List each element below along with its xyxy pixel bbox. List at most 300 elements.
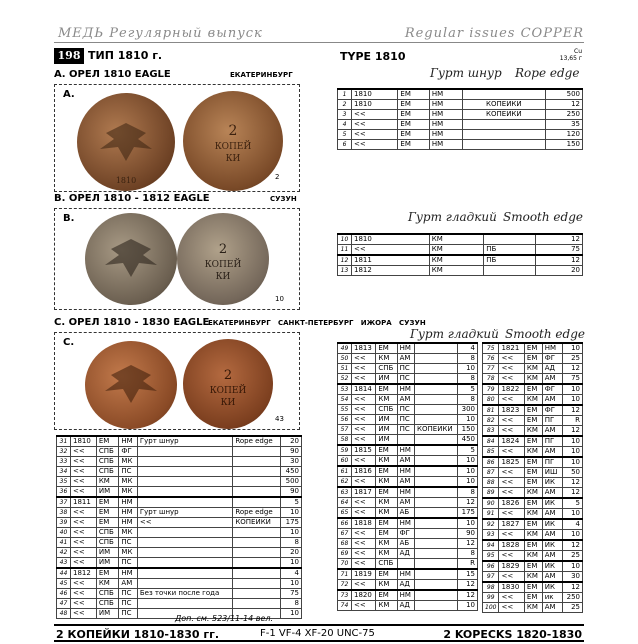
table-row <box>57 487 302 498</box>
table-cell: 50 <box>562 468 583 478</box>
table-row <box>57 477 302 487</box>
table-cell: ЕМ <box>398 120 429 130</box>
table-cell: 97 <box>483 572 499 583</box>
table-cell: 12 <box>458 590 478 601</box>
table-cell: 32 <box>57 447 71 457</box>
table-row <box>338 140 583 150</box>
table-cell: 10 <box>458 518 478 529</box>
table-cell: 79 <box>483 384 499 395</box>
table-cell: << <box>352 456 376 467</box>
table-cell: ПС <box>397 425 414 435</box>
table-cell: 450 <box>458 435 478 446</box>
table-row <box>338 539 478 549</box>
table-cell: 91 <box>483 509 499 520</box>
table-cell: 77 <box>483 364 499 374</box>
table-cell: 83 <box>483 426 499 437</box>
table-cell: 10 <box>562 457 583 468</box>
table-row <box>338 425 478 435</box>
table-cell: 48 <box>57 609 71 619</box>
table-row <box>338 130 583 140</box>
footer-grades: F-1 VF-4 XF-20 UNC-75 <box>260 628 375 639</box>
table-cell: 59 <box>338 445 352 456</box>
plate-b-label: B. <box>63 213 75 224</box>
table-cell: КМ <box>429 234 484 245</box>
table-cell: КМ <box>524 603 542 613</box>
table-cell: 25 <box>562 603 583 613</box>
table-row <box>483 572 583 583</box>
table-cell: 51 <box>338 364 352 374</box>
table-cell: 37 <box>57 497 71 508</box>
table-cell: ПС <box>119 599 137 609</box>
table-cell <box>137 467 232 477</box>
table-cell: 175 <box>281 518 302 528</box>
table-cell: << <box>71 609 97 619</box>
table-cell: 35 <box>57 477 71 487</box>
section-c-mints: ЕКАТЕРИНБУРГ САНКТ-ПЕТЕРБУРГ ИЖОРА СУЗУН <box>208 319 426 327</box>
table-cell: АМ <box>542 509 562 520</box>
table-cell: 90 <box>281 447 302 457</box>
table-cell: 1827 <box>499 519 524 530</box>
table-cell: 1830 <box>499 582 524 593</box>
table-cell: СПБ <box>96 538 119 548</box>
table-cell: 10 <box>338 234 352 245</box>
table-row <box>483 457 583 468</box>
table-cell: 96 <box>483 561 499 572</box>
table-row <box>483 498 583 509</box>
table-cell: ЕМ <box>524 519 542 530</box>
table-cell: 1810 <box>352 100 398 110</box>
table-cell: 11 <box>338 245 352 256</box>
table-cell: КМ <box>429 255 484 266</box>
table-cell: 20 <box>535 266 582 276</box>
plate-b-number: 10 <box>275 295 284 303</box>
table-cell: << <box>352 435 376 446</box>
table-cell: 10 <box>562 395 583 406</box>
table-cell: 1828 <box>499 540 524 551</box>
table-cell: 5 <box>458 384 478 395</box>
table-row <box>483 416 583 426</box>
table-cell: 1825 <box>499 457 524 468</box>
note: Доп. см. 523/11-14 вел. <box>175 614 274 623</box>
table-cell: 1826 <box>499 498 524 509</box>
table-row <box>338 405 478 415</box>
table-cell: << <box>352 140 398 150</box>
table-cell: НМ <box>429 89 462 100</box>
table-cell: ЕМ <box>376 343 397 354</box>
table-cell: 5 <box>458 445 478 456</box>
table-cell: 250 <box>562 593 583 603</box>
table-cell: КМ <box>524 509 542 520</box>
table-cell: ФГ <box>119 447 137 457</box>
table-cell: Rope edge <box>233 508 281 518</box>
table-cell: КОПЕИКИ <box>463 110 546 120</box>
table-cell: КМ <box>524 395 542 406</box>
svg-text:КОПЕЙ: КОПЕЙ <box>214 142 252 152</box>
table-cell: 1813 <box>352 343 376 354</box>
table-cell: << <box>499 395 524 406</box>
table-cell: ИМ <box>376 425 397 435</box>
section-a-mint: ЕКАТЕРИНБУРГ <box>230 71 293 79</box>
table-cell: << <box>499 364 524 374</box>
table-row <box>338 508 478 519</box>
svg-text:КОПЕЙ: КОПЕЙ <box>204 260 242 270</box>
table-cell: КОПЕИКИ <box>233 518 281 528</box>
table-cell: АМ <box>542 395 562 406</box>
table-cell <box>137 447 232 457</box>
table-cell: 1823 <box>499 405 524 416</box>
table-row <box>338 590 478 601</box>
table-cell <box>415 384 458 395</box>
table-row <box>338 518 478 529</box>
table-cell: ЕМ <box>398 130 429 140</box>
table-cell: СПБ <box>96 467 119 477</box>
table-cell: КМ <box>376 477 397 488</box>
section-c-plate <box>54 332 300 430</box>
table-cell: 99 <box>483 593 499 603</box>
table-cell: 10 <box>281 528 302 538</box>
table-cell: << <box>352 601 376 611</box>
table-cell: << <box>499 603 524 613</box>
table-row <box>483 436 583 447</box>
plate-a-number: 2 <box>275 173 280 181</box>
table-row <box>57 558 302 569</box>
table-cell: 90 <box>281 487 302 498</box>
table-cell: 52 <box>338 374 352 385</box>
table-cell: АМ <box>397 477 414 488</box>
table-row <box>57 538 302 548</box>
table-cell: КМ <box>96 579 119 589</box>
section-b-plate <box>54 208 300 310</box>
table-cell: 10 <box>562 530 583 541</box>
table-row <box>483 447 583 458</box>
table-cell <box>233 528 281 538</box>
table-cell: КМ <box>524 530 542 541</box>
table-cell: << <box>352 425 376 435</box>
table-cell: 75 <box>562 374 583 385</box>
table-cell: ЕМ <box>398 110 429 120</box>
table-row <box>338 364 478 374</box>
table-cell <box>463 120 546 130</box>
table-cell: 80 <box>483 395 499 406</box>
table-row <box>338 456 478 467</box>
table-cell: КМ <box>429 266 484 276</box>
table-cell: << <box>352 395 376 405</box>
table-cell: НМ <box>397 384 414 395</box>
table-cell: 75 <box>281 589 302 599</box>
table-row <box>483 354 583 364</box>
table-cell: 88 <box>483 478 499 488</box>
table-cell: АМ <box>542 603 562 613</box>
table-cell: АД <box>397 580 414 591</box>
table-cell: 1810 <box>352 89 398 100</box>
table-cell: 1816 <box>352 466 376 477</box>
table-cell: 93 <box>483 530 499 541</box>
table-cell: ИМ <box>96 487 119 498</box>
table-row <box>57 528 302 538</box>
table-cell <box>233 589 281 599</box>
table-cell: КМ <box>376 395 397 405</box>
table-cell: << <box>352 374 376 385</box>
table-cell: ИК <box>542 519 562 530</box>
table-row <box>57 589 302 599</box>
table-cell: СПБ <box>376 559 397 570</box>
table-cell: << <box>499 447 524 458</box>
table-row <box>57 518 302 528</box>
table-cell: ИМ <box>96 558 119 569</box>
table-row <box>338 395 478 405</box>
table-cell: 10 <box>281 579 302 589</box>
table-cell: 12 <box>458 580 478 591</box>
table-cell: 1821 <box>499 343 524 354</box>
table-cell: ПГ <box>542 416 562 426</box>
plate-c-number: 43 <box>275 415 284 423</box>
plate-a-label: A. <box>63 89 75 100</box>
table-cell: ЕМ <box>96 436 119 447</box>
table-cell: 98 <box>483 582 499 593</box>
table-cell: R <box>562 416 583 426</box>
table-cell: 42 <box>57 548 71 558</box>
table-row <box>483 551 583 562</box>
table-cell <box>397 435 414 446</box>
table-row <box>483 582 583 593</box>
table-cell <box>137 487 232 498</box>
weight: Cu 13,65 г <box>559 48 582 62</box>
table-cell <box>415 364 458 374</box>
table-row <box>483 395 583 406</box>
table-cell: 82 <box>483 416 499 426</box>
table-row <box>483 468 583 478</box>
table-row <box>338 466 478 477</box>
table-row <box>483 530 583 541</box>
table-row <box>338 120 583 130</box>
header-rule <box>54 42 584 43</box>
header-right: Regular issues COPPER <box>404 26 584 41</box>
table-cell: ИМ <box>96 609 119 619</box>
table-cell: 150 <box>458 425 478 435</box>
table-cell: 49 <box>338 343 352 354</box>
table-cell <box>415 354 458 364</box>
table-row <box>57 568 302 579</box>
table-cell: ЕМ <box>524 436 542 447</box>
table-row <box>57 497 302 508</box>
table-row <box>483 426 583 437</box>
table-cell: НМ <box>397 343 414 354</box>
table-cell: 15 <box>458 569 478 580</box>
table-cell: МК <box>119 457 137 467</box>
table-cell: 95 <box>483 551 499 562</box>
table-cell: 1822 <box>499 384 524 395</box>
table-cell: ИМ <box>96 548 119 558</box>
table-cell: ФГ <box>397 529 414 539</box>
table-cell <box>233 558 281 569</box>
table-cell: 8 <box>281 538 302 548</box>
table-cell: 8 <box>458 354 478 364</box>
table-cell <box>415 518 458 529</box>
table-cell: << <box>71 579 97 589</box>
table-cell: Без точки после года <box>137 589 232 599</box>
table-cell <box>463 140 546 150</box>
table-cell: 4 <box>562 519 583 530</box>
table-cell: 41 <box>57 538 71 548</box>
table-cell: СПБ <box>376 364 397 374</box>
table-row <box>338 415 478 425</box>
table-cell: 65 <box>338 508 352 519</box>
table-cell: НМ <box>429 110 462 120</box>
table-left <box>56 435 302 619</box>
table-cell: НМ <box>397 569 414 580</box>
table-b <box>337 233 583 276</box>
table-row <box>57 579 302 589</box>
table-cell: ЕМ <box>376 487 397 498</box>
table-row <box>483 519 583 530</box>
table-cell: 94 <box>483 540 499 551</box>
table-cell: 3 <box>338 110 352 120</box>
table-cell: << <box>137 518 232 528</box>
table-cell <box>233 447 281 457</box>
table-row <box>338 435 478 446</box>
table-cell: ПС <box>119 558 137 569</box>
table-cell: 10 <box>458 364 478 374</box>
table-cell: 1811 <box>352 255 430 266</box>
table-cell: << <box>352 559 376 570</box>
table-row <box>57 467 302 477</box>
table-cell: НМ <box>119 518 137 528</box>
table-row <box>338 100 583 110</box>
table-cell: << <box>352 477 376 488</box>
table-cell: КМ <box>376 601 397 611</box>
table-cell: << <box>352 539 376 549</box>
table-row <box>338 374 478 385</box>
table-cell: << <box>352 529 376 539</box>
table-cell: ПБ <box>484 245 535 256</box>
table-cell <box>415 569 458 580</box>
table-row <box>338 529 478 539</box>
table-cell: 8 <box>458 395 478 405</box>
table-cell: ПС <box>119 467 137 477</box>
coin-a-reverse <box>183 91 283 191</box>
table-cell: 71 <box>338 569 352 580</box>
coin-b-reverse <box>177 213 269 305</box>
table-cell: 150 <box>545 140 582 150</box>
table-cell: ИШ <box>542 468 562 478</box>
section-b-mint: СУЗУН <box>270 195 297 203</box>
table-cell <box>137 538 232 548</box>
table-cell: 12 <box>545 100 582 110</box>
table-cell: 8 <box>458 487 478 498</box>
table-cell: КМ <box>96 477 119 487</box>
table-cell: МК <box>119 528 137 538</box>
table-row <box>338 89 583 100</box>
table-row <box>338 601 478 611</box>
table-cell: НМ <box>397 466 414 477</box>
table-row <box>483 384 583 395</box>
table-cell: НМ <box>542 343 562 354</box>
table-cell <box>463 130 546 140</box>
edge-c-ru: Гурт гладкий <box>410 327 499 341</box>
table-cell: 1811 <box>71 497 97 508</box>
table-cell <box>415 415 458 425</box>
table-cell: << <box>499 468 524 478</box>
table-cell: ЕМ <box>96 497 119 508</box>
table-cell: << <box>71 447 97 457</box>
table-cell: << <box>71 518 97 528</box>
table-cell: 50 <box>338 354 352 364</box>
table-right <box>482 342 583 613</box>
table-cell: СПБ <box>96 528 119 538</box>
table-cell: << <box>499 416 524 426</box>
table-cell: ЕМ <box>524 416 542 426</box>
table-cell: НМ <box>397 445 414 456</box>
coin-a-year: 1810 <box>115 176 137 185</box>
table-cell: КМ <box>376 549 397 559</box>
table-cell: 53 <box>338 384 352 395</box>
table-cell: 30 <box>562 572 583 583</box>
table-cell: ЕМ <box>96 508 119 518</box>
table-cell: 12 <box>562 478 583 488</box>
table-cell: << <box>499 509 524 520</box>
table-cell: ЕМ <box>398 89 429 100</box>
table-cell: АМ <box>119 579 137 589</box>
table-cell: 60 <box>338 456 352 467</box>
table-cell <box>415 395 458 405</box>
table-cell <box>415 466 458 477</box>
table-cell: НМ <box>429 140 462 150</box>
table-cell: 1810 <box>352 234 430 245</box>
table-cell: АМ <box>542 572 562 583</box>
table-cell: ЕМ <box>524 593 542 603</box>
table-cell: НМ <box>119 568 137 579</box>
table-cell: 1 <box>338 89 352 100</box>
table-cell <box>233 568 281 579</box>
table-cell: КМ <box>524 572 542 583</box>
table-cell <box>415 590 458 601</box>
edge-b-ru: Гурт гладкий <box>408 210 497 224</box>
table-cell: СПБ <box>96 599 119 609</box>
table-cell <box>415 445 458 456</box>
table-cell: 62 <box>338 477 352 488</box>
table-row <box>338 559 478 570</box>
table-cell: 55 <box>338 405 352 415</box>
table-cell: 70 <box>338 559 352 570</box>
table-cell: ПС <box>397 415 414 425</box>
table-cell: 81 <box>483 405 499 416</box>
table-cell: << <box>71 477 97 487</box>
table-cell: ФГ <box>542 384 562 395</box>
table-cell: 89 <box>483 488 499 499</box>
table-row <box>338 234 583 245</box>
table-cell: КОПЕЙКИ <box>463 100 546 110</box>
table-row <box>338 245 583 256</box>
table-cell: 46 <box>57 589 71 599</box>
table-cell: ПС <box>119 538 137 548</box>
table-cell: КМ <box>524 447 542 458</box>
table-cell: << <box>499 551 524 562</box>
type-title-en: TYPE 1810 <box>340 50 406 63</box>
table-cell: 20 <box>281 436 302 447</box>
table-cell: МК <box>119 548 137 558</box>
table-cell: 8 <box>281 599 302 609</box>
table-cell: 20 <box>281 548 302 558</box>
table-cell: КМ <box>429 245 484 256</box>
table-cell: << <box>71 528 97 538</box>
table-row <box>483 374 583 385</box>
table-cell: СПБ <box>96 447 119 457</box>
coin-c-reverse <box>183 339 273 429</box>
table-row <box>338 354 478 364</box>
table-cell <box>463 89 546 100</box>
table-cell: НМ <box>429 130 462 140</box>
table-cell <box>137 568 232 579</box>
